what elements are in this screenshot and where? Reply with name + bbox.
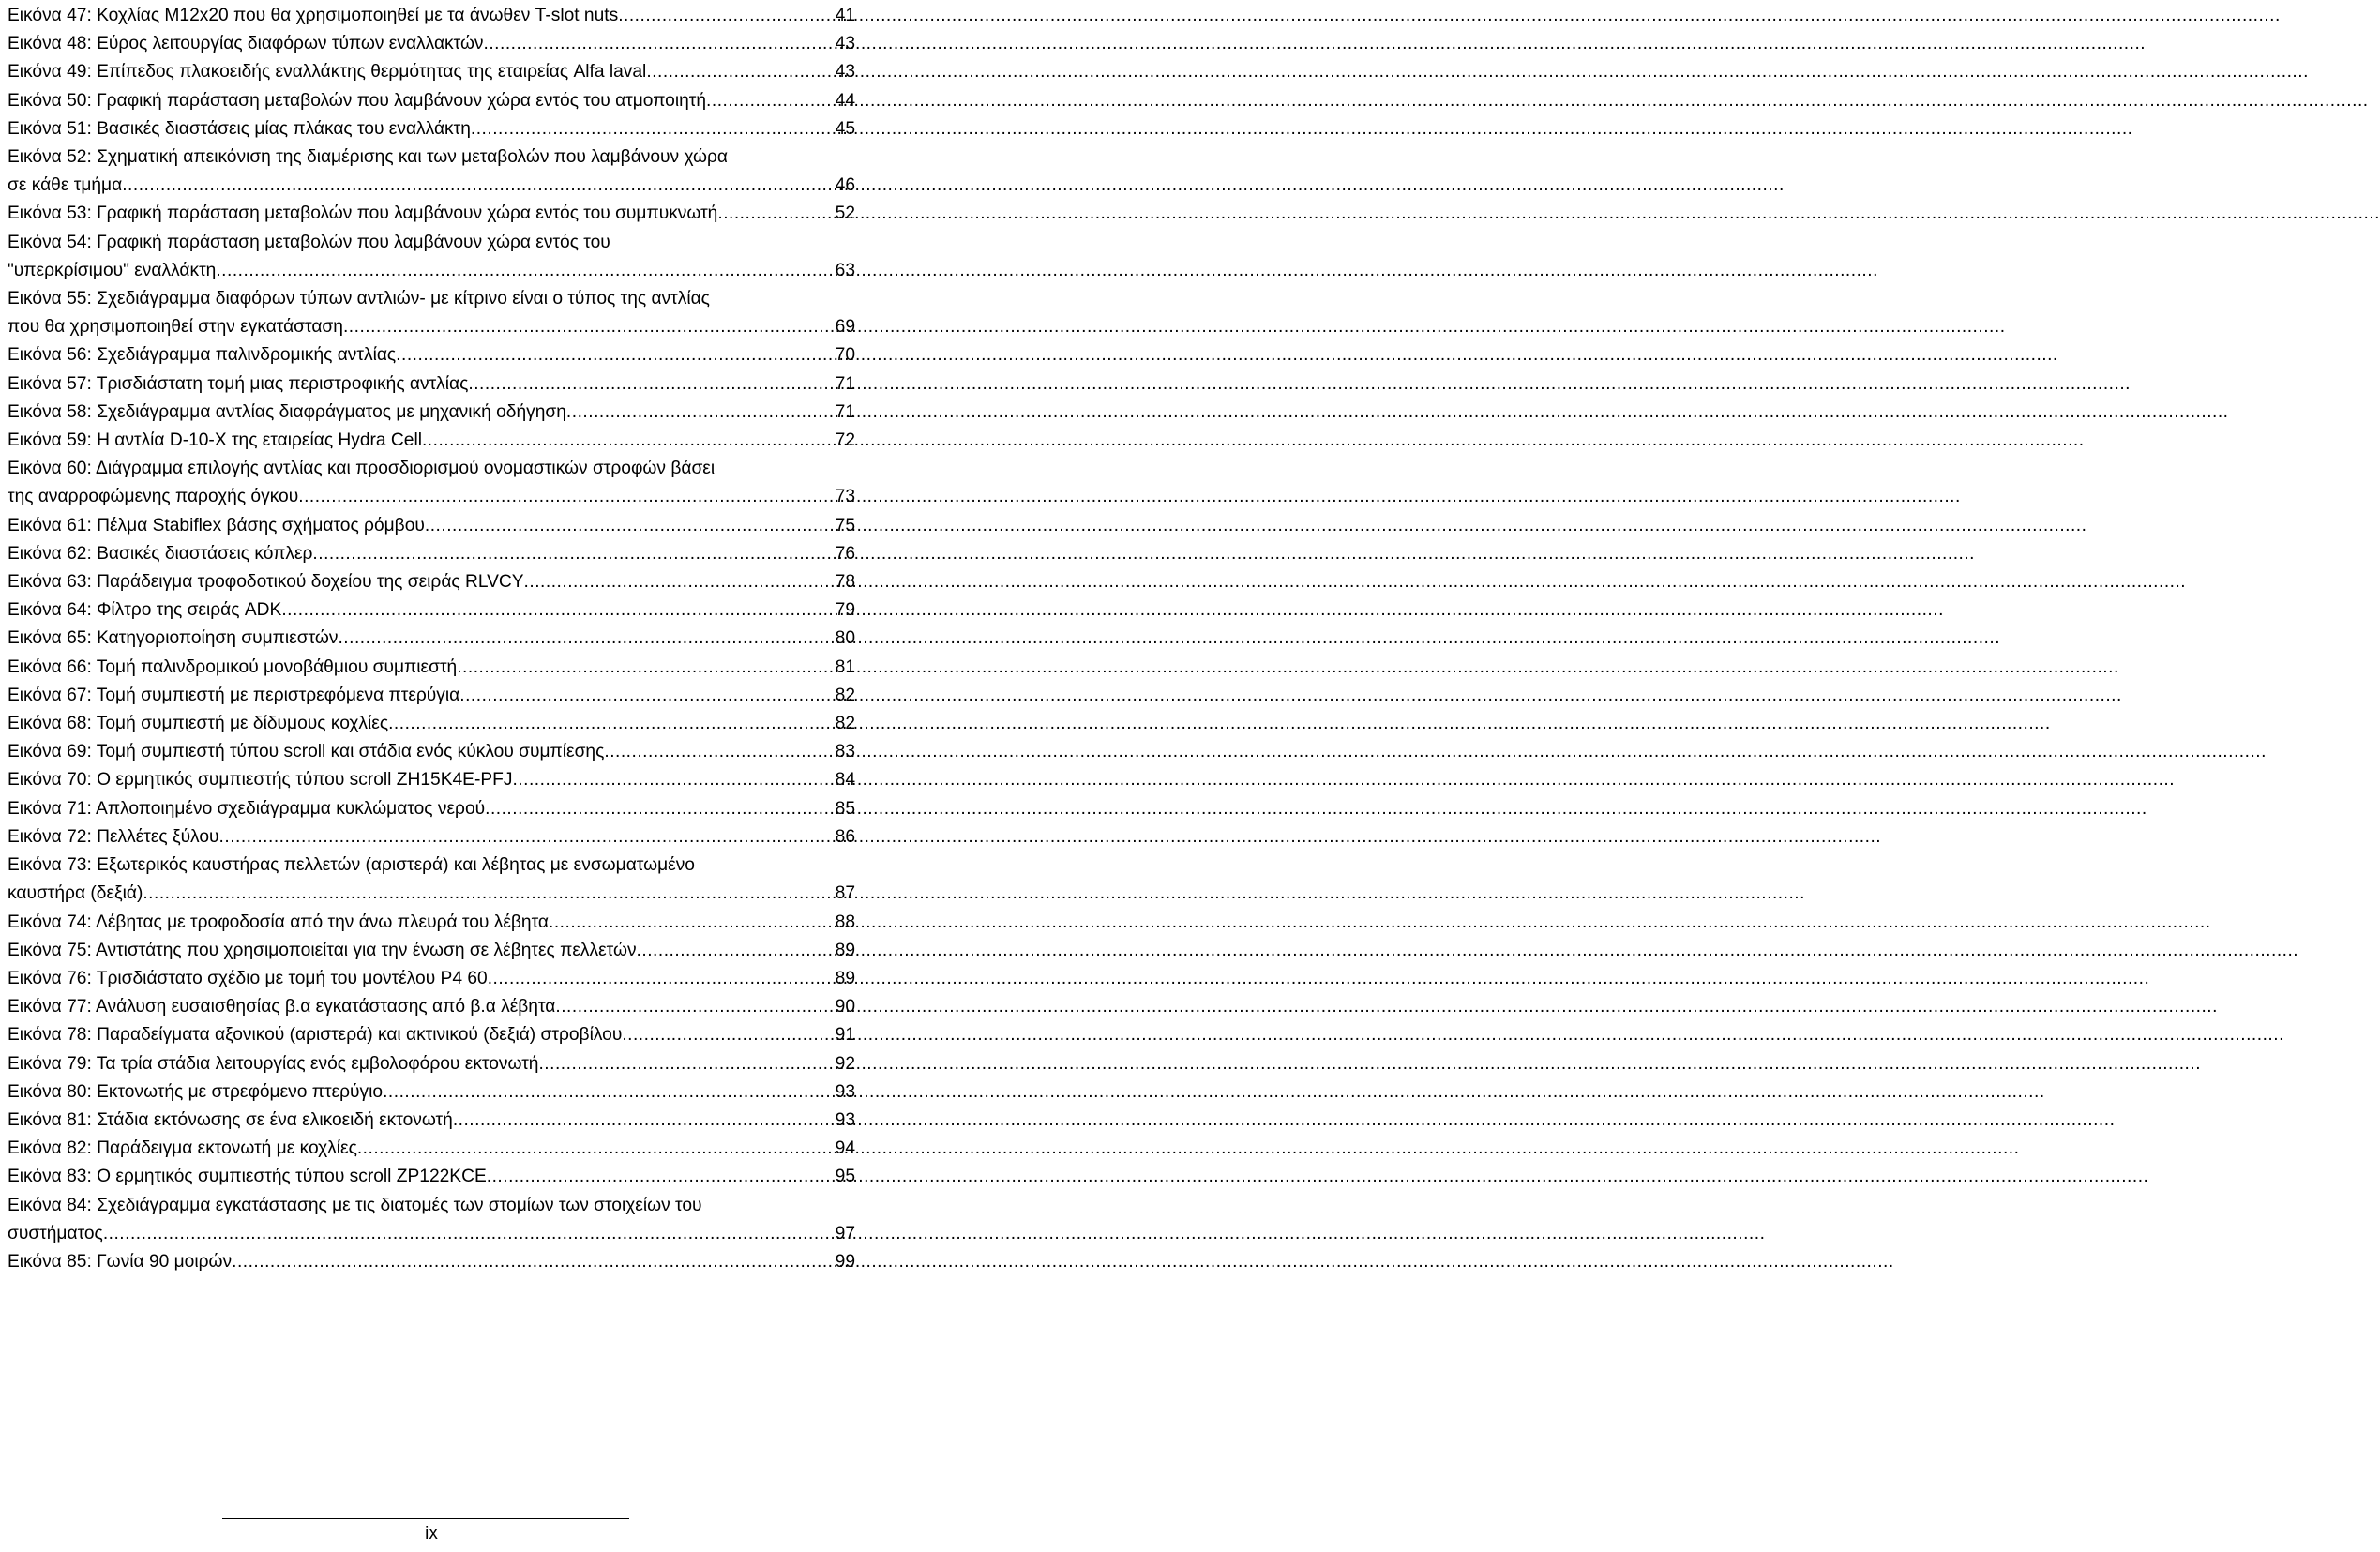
toc-entry-title: Εικόνα 82: Παράδειγμα εκτονωτή με κοχλίες — [8, 1138, 357, 1159]
toc-entry-line — [8, 115, 855, 143]
toc-entry-title: Εικόνα 77: Ανάλυση ευσαισθησίας β.α εγκατάστασης από β.α λέβητα — [8, 997, 556, 1017]
dot-leader — [468, 370, 833, 399]
toc-entry-title: Εικόνα 57: Τρισδιάστατη τομή μιας περιστροφικής αντλίας — [8, 373, 469, 394]
toc-entry-line — [8, 682, 855, 710]
dot-leader — [484, 30, 834, 58]
toc-entry-title: Εικόνα 63: Παράδειγμα τροφοδοτικού δοχείου της σειράς RLVCY — [8, 572, 524, 593]
toc-entry-line — [8, 341, 855, 369]
toc-entry-line — [8, 596, 855, 625]
toc-entry-page: 78 — [835, 572, 855, 593]
toc-entry-title-line: Εικόνα 55: Σχεδιάγραμμα διαφόρων τύπων αντλιών- με κίτρινο είναι ο τύπος της αντλίας — [8, 289, 710, 309]
toc-entry-title: Εικόνα 65: Κατηγοριοποίηση συμπιεστών — [8, 628, 339, 649]
toc-entry-title: Εικόνα 75: Αντιστάτης που χρησιμοποιείται για την ένωση σε λέβητες πελλετών — [8, 940, 637, 960]
toc-entry[interactable] — [8, 115, 855, 143]
toc-entry-line — [8, 483, 855, 511]
dot-leader — [555, 993, 833, 1021]
dot-leader — [143, 880, 833, 908]
toc-entry-line — [8, 625, 855, 653]
toc-entry-page: 87 — [835, 883, 855, 904]
toc-entry-title-line: Εικόνα 73: Εξωτερικός καυστήρας πελλετών (αριστερά) και λέβητας με ενσωματωμένο — [8, 855, 695, 876]
toc-entry-line — [8, 257, 855, 285]
toc-entry-page: 85 — [835, 798, 855, 819]
toc-entry-page: 91 — [835, 1025, 855, 1046]
toc-entry-page: 71 — [835, 401, 855, 422]
toc-entry-title: "υπερκρίσιμου" εναλλάκτη — [8, 260, 217, 280]
dot-leader — [388, 710, 834, 738]
toc-entry-title-line: Εικόνα 60: Διάγραμμα επιλογής αντλίας και προσδιορισμού ονομαστικών στροφών βάσει — [8, 459, 716, 479]
toc-entry-line — [8, 965, 855, 993]
toc-entry[interactable] — [8, 455, 855, 511]
toc-entry-line — [8, 993, 855, 1021]
toc-entry-page: 79 — [835, 600, 855, 621]
toc-entry-title: Εικόνα 78: Παραδείγματα αξονικού (αριστερά) και ακτινικού (δεξιά) στροβίλου — [8, 1025, 623, 1046]
page-number: ix — [425, 1524, 438, 1544]
toc-entry-page: 82 — [835, 714, 855, 734]
dot-leader — [453, 1107, 834, 1135]
toc-entry[interactable] — [8, 937, 855, 965]
toc-entry-line — [8, 738, 855, 766]
toc-entry-page: 92 — [835, 1053, 855, 1074]
dot-leader — [566, 399, 834, 427]
toc-entry-title: Εικόνα 50: Γραφική παράσταση μεταβολών που λαμβάνουν χώρα εντός του ατμοποιητή — [8, 90, 707, 111]
toc-entry[interactable] — [8, 738, 855, 766]
toc-entry[interactable] — [8, 1107, 855, 1135]
dot-leader — [457, 654, 833, 682]
toc-entry[interactable] — [8, 1163, 855, 1191]
toc-entry-page: 72 — [835, 430, 855, 451]
toc-entry[interactable] — [8, 710, 855, 738]
toc-entry-page: 75 — [835, 515, 855, 535]
list-of-figures — [8, 0, 855, 1276]
toc-entry-page: 90 — [835, 997, 855, 1017]
toc-entry[interactable] — [8, 1078, 855, 1107]
toc-entry-line — [8, 654, 855, 682]
toc-entry-line — [8, 1050, 855, 1078]
toc-entry-title-line: Εικόνα 52: Σχηματική απεικόνιση της διαμέρισης και των μεταβολών που λαμβάνουν χώρα — [8, 147, 729, 168]
toc-entry[interactable] — [8, 540, 855, 568]
toc-entry-page: 88 — [835, 912, 855, 932]
dot-leader — [216, 257, 833, 285]
toc-entry-title-line: Εικόνα 54: Γραφική παράσταση μεταβολών που λαμβάνουν χώρα εντός του — [8, 232, 610, 252]
dot-leader — [549, 909, 834, 937]
toc-entry[interactable] — [8, 965, 855, 993]
dot-leader — [485, 795, 834, 823]
toc-entry-line — [8, 172, 855, 200]
toc-entry[interactable] — [8, 370, 855, 399]
toc-entry[interactable] — [8, 399, 855, 427]
dot-leader — [103, 1220, 834, 1248]
toc-entry-title: Εικόνα 79: Τα τρία στάδια λειτουργίας ενός εμβολοφόρου εκτονωτή — [8, 1053, 539, 1074]
toc-entry-page: 73 — [835, 487, 855, 507]
toc-entry-line — [8, 1078, 855, 1107]
toc-entry-page: 89 — [835, 940, 855, 960]
toc-entry-page: 43 — [835, 62, 855, 83]
dot-leader — [422, 427, 834, 455]
dot-leader — [488, 965, 834, 993]
toc-entry[interactable] — [8, 1021, 855, 1049]
toc-entry-page: 82 — [835, 685, 855, 705]
toc-entry[interactable] — [8, 87, 855, 115]
toc-entry-line — [8, 200, 855, 228]
toc-entry-title: Εικόνα 48: Εύρος λειτουργίας διαφόρων τύπων εναλλακτών — [8, 34, 484, 54]
toc-entry-line — [8, 370, 855, 399]
dot-leader — [487, 1163, 834, 1191]
dot-leader — [281, 596, 833, 625]
toc-entry-line — [8, 313, 855, 341]
dot-leader — [604, 738, 833, 766]
toc-entry-title: Εικόνα 66: Τομή παλινδρομικού μονοβάθμιου συμπιεστή — [8, 656, 458, 677]
toc-entry-page: 86 — [835, 826, 855, 847]
toc-entry-title: της αναρροφώμενης παροχής όγκου — [8, 487, 299, 507]
toc-entry[interactable] — [8, 30, 855, 58]
toc-entry-line — [8, 880, 855, 908]
toc-entry-title: Εικόνα 76: Τρισδιάστατο σχέδιο με τομή του μοντέλου P4 60 — [8, 968, 488, 988]
toc-entry[interactable] — [8, 625, 855, 653]
toc-entry-page: 45 — [835, 118, 855, 139]
toc-entry-title: Εικόνα 72: Πελλέτες ξύλου — [8, 826, 219, 847]
toc-entry-page: 99 — [835, 1251, 855, 1272]
toc-entry[interactable] — [8, 512, 855, 540]
dot-leader — [396, 341, 833, 369]
toc-entry[interactable] — [8, 851, 855, 908]
dot-leader — [343, 313, 834, 341]
toc-entry-line — [8, 710, 855, 738]
toc-entry-title: Εικόνα 67: Τομή συμπιεστή με περιστρεφόμενα πτερύγια — [8, 685, 460, 705]
dot-leader — [706, 87, 834, 115]
toc-entry-title: συστήματος — [8, 1223, 103, 1243]
toc-entry-title-line: Εικόνα 84: Σχεδιάγραμμα εγκατάστασης με τις διατομές των στομίων των στοιχείων του — [8, 1195, 702, 1215]
toc-entry-line — [8, 568, 855, 596]
toc-entry-title: Εικόνα 47: Κοχλίας Μ12x20 που θα χρησιμοποιηθεί με τα άνωθεν T-slot nuts — [8, 6, 619, 25]
toc-entry-title: σε κάθε τμήμα — [8, 175, 123, 196]
toc-entry-line — [8, 540, 855, 568]
toc-entry-title: Εικόνα 85: Γωνία 90 μοιρών — [8, 1251, 233, 1272]
dot-leader — [512, 766, 833, 794]
dot-leader — [459, 682, 833, 710]
toc-entry-title: Εικόνα 59: Η αντλία D-10-X της εταιρείας Hydra Cell — [8, 430, 422, 451]
toc-entry[interactable] — [8, 1192, 855, 1248]
dot-leader — [232, 1248, 834, 1276]
toc-entry-line — [8, 427, 855, 455]
toc-entry-title: καυστήρα (δεξιά) — [8, 883, 143, 904]
dot-leader — [618, 2, 833, 30]
toc-entry-line — [8, 823, 855, 851]
dot-leader — [219, 823, 834, 851]
toc-entry-line — [8, 1107, 855, 1135]
toc-entry-page: 84 — [835, 770, 855, 791]
toc-entry-title: Εικόνα 53: Γραφική παράσταση μεταβολών που λαμβάνουν χώρα εντός του συμπυκνωτή — [8, 203, 718, 224]
toc-entry[interactable] — [8, 909, 855, 937]
toc-entry-line — [8, 766, 855, 794]
toc-entry-title: Εικόνα 81: Στάδια εκτόνωσης σε ένα ελικοειδή εκτονωτή — [8, 1109, 453, 1130]
toc-entry-line — [8, 512, 855, 540]
toc-entry-title: Εικόνα 64: Φίλτρο της σειράς ADK — [8, 600, 282, 621]
toc-entry-page: 71 — [835, 373, 855, 394]
toc-entry[interactable] — [8, 58, 855, 86]
dot-leader — [122, 172, 833, 200]
toc-entry[interactable] — [8, 2, 855, 30]
toc-entry-page: 93 — [835, 1081, 855, 1102]
toc-entry-page: 43 — [835, 34, 855, 54]
toc-entry[interactable] — [8, 200, 855, 228]
toc-entry-page: 69 — [835, 317, 855, 338]
dot-leader — [383, 1078, 834, 1107]
toc-entry[interactable] — [8, 1248, 855, 1276]
toc-entry[interactable] — [8, 795, 855, 823]
toc-entry[interactable] — [8, 143, 855, 200]
dot-leader — [646, 58, 833, 86]
toc-entry[interactable] — [8, 285, 855, 341]
toc-entry-title: Εικόνα 61: Πέλμα Stabiflex βάσης σχήματος ρόμβου — [8, 515, 425, 535]
toc-entry[interactable] — [8, 427, 855, 455]
toc-entry-page: 93 — [835, 1109, 855, 1130]
toc-entry-title: Εικόνα 58: Σχεδιάγραμμα αντλίας διαφράγματος με μηχανική οδήγηση — [8, 401, 566, 422]
dot-leader — [524, 568, 834, 596]
toc-entry-page: 63 — [835, 260, 855, 280]
toc-entry[interactable] — [8, 229, 855, 285]
toc-entry-title: Εικόνα 71: Απλοποιημένο σχεδιάγραμμα κυκλώματος νερού — [8, 798, 486, 819]
toc-entry[interactable] — [8, 766, 855, 794]
toc-entry-line — [8, 1135, 855, 1163]
toc-entry[interactable] — [8, 823, 855, 851]
toc-entry-page: 95 — [835, 1167, 855, 1187]
dot-leader — [298, 483, 833, 511]
toc-entry[interactable] — [8, 1135, 855, 1163]
toc-entry-line — [8, 399, 855, 427]
dot-leader — [637, 937, 834, 965]
toc-entry-title: Εικόνα 56: Σχεδιάγραμμα παλινδρομικής αντλίας — [8, 345, 397, 366]
toc-entry-title: Εικόνα 69: Τομή συμπιεστή τύπου scroll και στάδια ενός κύκλου συμπίεσης — [8, 742, 605, 762]
toc-entry-line — [8, 1163, 855, 1191]
toc-entry-page: 97 — [835, 1223, 855, 1243]
toc-entry-page: 83 — [835, 742, 855, 762]
toc-entry-title: Εικόνα 74: Λέβητας με τροφοδοσία από την άνω πλευρά του λέβητα — [8, 912, 549, 932]
toc-entry-page: 76 — [835, 543, 855, 564]
toc-entry-page: 81 — [835, 656, 855, 677]
toc-entry-page: 52 — [835, 203, 855, 224]
dot-leader — [312, 540, 833, 568]
toc-entry-page: 70 — [835, 345, 855, 366]
toc-entry-page: 41 — [835, 6, 855, 25]
toc-entry-title: Εικόνα 83: Ο ερμητικός συμπιεστής τύπου scroll ZP122KCE — [8, 1167, 487, 1187]
toc-entry-page: 89 — [835, 968, 855, 988]
toc-entry[interactable] — [8, 654, 855, 682]
toc-entry-line — [8, 909, 855, 937]
toc-entry-title: Εικόνα 49: Επίπεδος πλακοειδής εναλλάκτης θερμότητας της εταιρείας Alfa laval — [8, 62, 647, 83]
dot-leader — [357, 1135, 834, 1163]
toc-entry-line — [8, 937, 855, 965]
toc-entry-page: 80 — [835, 628, 855, 649]
toc-entry-title: Εικόνα 51: Βασικές διαστάσεις μίας πλάκας του εναλλάκτη — [8, 118, 471, 139]
toc-entry[interactable] — [8, 993, 855, 1021]
dot-leader — [425, 512, 834, 540]
toc-entry-page: 44 — [835, 90, 855, 111]
toc-entry-page: 94 — [835, 1138, 855, 1159]
toc-entry-line — [8, 58, 855, 86]
toc-entry-line — [8, 87, 855, 115]
toc-entry[interactable] — [8, 596, 855, 625]
toc-entry-line — [8, 30, 855, 58]
toc-entry-line — [8, 1021, 855, 1049]
toc-entry[interactable] — [8, 341, 855, 369]
toc-entry-title: Εικόνα 62: Βασικές διαστάσεις κόπλερ — [8, 543, 313, 564]
footer-divider — [222, 1518, 629, 1519]
toc-entry[interactable] — [8, 1050, 855, 1078]
toc-entry-line — [8, 795, 855, 823]
toc-entry-page: 46 — [835, 175, 855, 196]
toc-entry[interactable] — [8, 568, 855, 596]
toc-entry-title: Εικόνα 70: Ο ερμητικός συμπιεστής τύπου scroll ZH15K4E-PFJ — [8, 770, 513, 791]
dot-leader — [538, 1050, 833, 1078]
toc-entry-line — [8, 1248, 855, 1276]
dot-leader — [622, 1021, 833, 1049]
toc-entry[interactable] — [8, 682, 855, 710]
toc-entry-line — [8, 2, 855, 30]
dot-leader — [717, 200, 833, 228]
toc-page — [8, 0, 855, 1276]
dot-leader — [338, 625, 833, 653]
toc-entry-title: Εικόνα 68: Τομή συμπιεστή με δίδυμους κοχλίες — [8, 714, 389, 734]
toc-entry-title: Εικόνα 80: Εκτονωτής με στρεφόμενο πτερύγιο — [8, 1081, 384, 1102]
toc-entry-title: που θα χρησιμοποιηθεί στην εγκατάσταση — [8, 317, 343, 338]
dot-leader — [471, 115, 834, 143]
toc-entry-line — [8, 1220, 855, 1248]
